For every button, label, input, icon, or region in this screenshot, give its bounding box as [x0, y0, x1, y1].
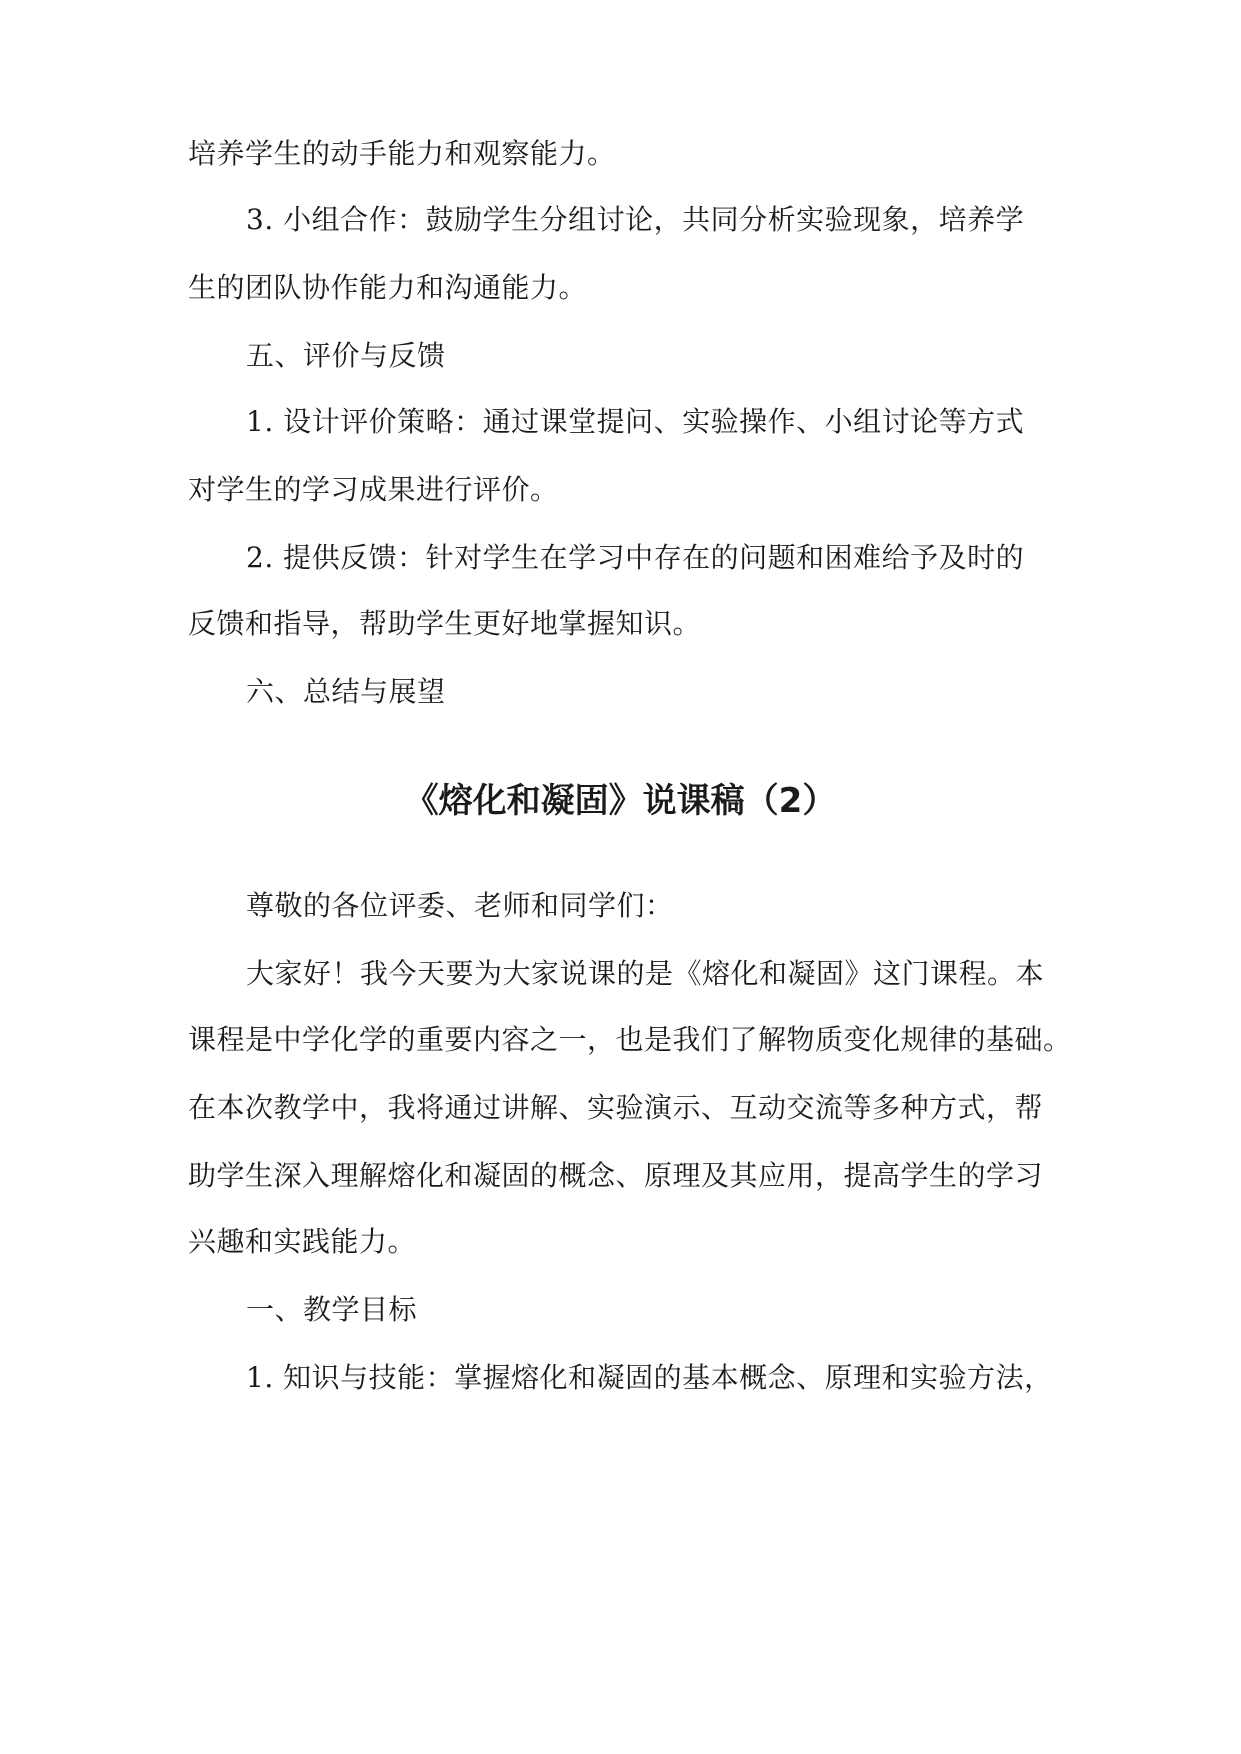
paragraph-line: 培养学生的动手能力和观察能力。 — [188, 137, 616, 170]
section-heading-6: 六、总结与展望 — [246, 675, 446, 708]
paragraph-line: 反馈和指导，帮助学生更好地掌握知识。 — [188, 607, 702, 640]
paragraph-line: 助学生深入理解熔化和凝固的概念、原理及其应用，提高学生的学习 — [188, 1159, 1044, 1192]
list-item-3: 3. 小组合作：鼓励学生分组讨论，共同分析实验现象，培养学 — [246, 203, 1025, 236]
list-item-1: 1. 设计评价策略：通过课堂提问、实验操作、小组讨论等方式 — [246, 405, 1025, 438]
paragraph-line: 在本次教学中，我将通过讲解、实验演示、互动交流等多种方式，帮 — [188, 1091, 1044, 1124]
section-heading-5: 五、评价与反馈 — [246, 339, 446, 372]
paragraph-line: 生的团队协作能力和沟通能力。 — [188, 271, 588, 304]
greeting-line: 尊敬的各位评委、老师和同学们： — [246, 889, 674, 922]
list-item-2: 2. 提供反馈：针对学生在学习中存在的问题和困难给予及时的 — [246, 541, 1025, 574]
paragraph-line: 兴趣和实践能力。 — [188, 1225, 417, 1258]
paragraph-line: 课程是中学化学的重要内容之一，也是我们了解物质变化规律的基础。 — [188, 1023, 1072, 1056]
section-heading-1: 一、教学目标 — [246, 1293, 418, 1326]
paragraph-line: 大家好！我今天要为大家说课的是《熔化和凝固》这门课程。本 — [246, 957, 1045, 990]
document-title: 《熔化和凝固》说课稿（2） — [404, 781, 837, 821]
list-item-1: 1. 知识与技能：掌握熔化和凝固的基本概念、原理和实验方法， — [246, 1361, 1053, 1394]
paragraph-line: 对学生的学习成果进行评价。 — [188, 473, 559, 506]
